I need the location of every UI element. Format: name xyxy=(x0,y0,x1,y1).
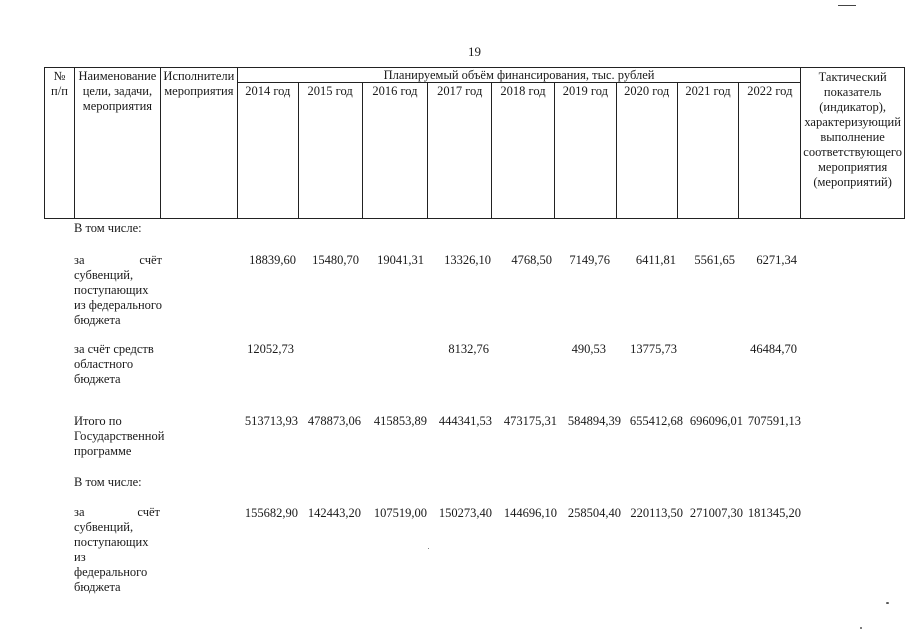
value-cell: 5561,65 xyxy=(694,253,735,267)
value-cell: 696096,01 xyxy=(689,414,743,428)
header-funding: Планируемый объём финансирования, тыс. рублей xyxy=(237,68,800,83)
value-cell: 13326,10 xyxy=(444,253,491,267)
row-label: В том числе: xyxy=(74,221,142,235)
value-cell: 19041,31 xyxy=(377,253,424,267)
scan-speck xyxy=(886,602,889,604)
value-cell: 8132,76 xyxy=(448,342,489,356)
value-cell: 13775,73 xyxy=(630,342,677,356)
value-cell: 6411,81 xyxy=(635,253,676,267)
header-year: 2017 год xyxy=(428,83,492,219)
header-year: 2019 год xyxy=(554,83,616,219)
value-cell: 155682,90 xyxy=(244,506,298,520)
header-number: № п/п xyxy=(45,68,75,219)
value-cell: 107519,00 xyxy=(373,506,427,520)
page-number: 19 xyxy=(468,44,481,59)
value-cell: 12052,73 xyxy=(247,342,294,356)
header-executors: Исполнители мероприятия xyxy=(160,68,237,219)
row-label: за счёт субвенций, поступающих из федерального бюджета xyxy=(74,253,162,327)
header-name: Наименование цели, задачи, мероприятия xyxy=(74,68,160,219)
value-cell: 415853,89 xyxy=(373,414,427,428)
value-cell: 473175,31 xyxy=(503,414,557,428)
row-label: за счёт средств областного бюджета xyxy=(74,342,154,386)
header-year: 2022 год xyxy=(739,83,801,219)
value-cell: 18839,60 xyxy=(249,253,296,267)
scan-speck xyxy=(428,548,429,549)
value-cell: 7149,76 xyxy=(569,253,610,267)
scan-speck xyxy=(860,627,862,629)
row-label: за счёт субвенций, поступающих из федерального бюджета xyxy=(74,505,160,594)
scan-mark xyxy=(838,5,856,6)
header-year: 2015 год xyxy=(298,83,362,219)
value-cell: 490,53 xyxy=(571,342,606,356)
value-cell: 142443,20 xyxy=(307,506,361,520)
value-cell: 513713,93 xyxy=(244,414,298,428)
value-cell: 181345,20 xyxy=(747,506,801,520)
value-cell: 271007,30 xyxy=(689,506,743,520)
value-cell: 655412,68 xyxy=(629,414,683,428)
header-year: 2020 год xyxy=(616,83,677,219)
row-label: В том числе: xyxy=(74,475,142,489)
value-cell: 258504,40 xyxy=(567,506,621,520)
value-cell: 150273,40 xyxy=(438,506,492,520)
value-cell: 6271,34 xyxy=(756,253,797,267)
value-cell: 15480,70 xyxy=(312,253,359,267)
header-year: 2018 год xyxy=(492,83,555,219)
header-year: 2016 год xyxy=(362,83,428,219)
value-cell: 478873,06 xyxy=(307,414,361,428)
funding-table-header xyxy=(44,67,905,219)
header-year: 2021 год xyxy=(677,83,739,219)
value-cell: 584894,39 xyxy=(567,414,621,428)
value-cell: 144696,10 xyxy=(503,506,557,520)
value-cell: 707591,13 xyxy=(747,414,801,428)
value-cell: 220113,50 xyxy=(630,506,683,520)
row-label: Итого по Государственной программе xyxy=(74,414,165,458)
value-cell: 46484,70 xyxy=(750,342,797,356)
header-indicator: Тактический показатель (индикатор), характеризующий выполнение соответствующего мероприятия (мероприятий) xyxy=(801,68,905,219)
header-year: 2014 год xyxy=(237,83,298,219)
value-cell: 444341,53 xyxy=(438,414,492,428)
value-cell: 4768,50 xyxy=(511,253,552,267)
